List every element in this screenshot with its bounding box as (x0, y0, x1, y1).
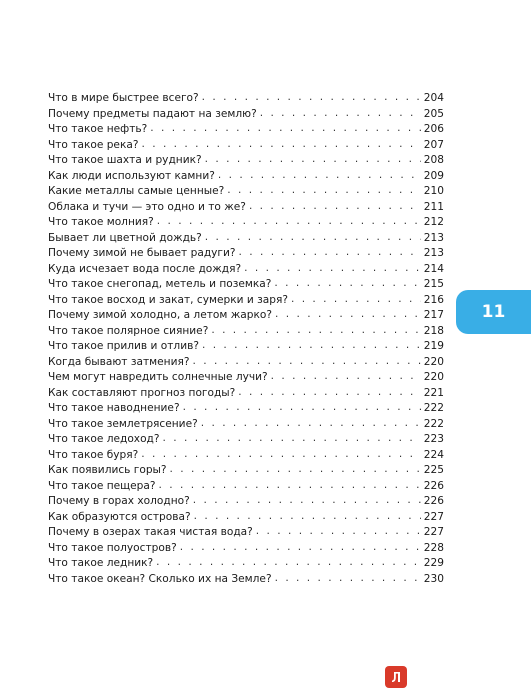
toc-dot-leader (159, 479, 421, 494)
toc-entry-page: 214 (423, 262, 444, 275)
toc-entry-title: Как люди используют камни? (48, 169, 215, 182)
toc-dot-leader (170, 463, 421, 478)
toc-entry (48, 432, 444, 448)
toc-entry (48, 448, 444, 464)
toc-entry (48, 200, 444, 216)
toc-entry (48, 91, 444, 107)
toc-entry-page: 218 (423, 324, 444, 337)
toc-entry (48, 308, 444, 324)
toc-entry-title: Как появились горы? (48, 464, 167, 477)
toc-entry-page: 212 (423, 216, 444, 229)
toc-dot-leader (141, 448, 421, 463)
toc-entry (48, 231, 444, 247)
toc-dot-leader (211, 324, 420, 339)
toc-entry (48, 417, 444, 433)
toc-entry-title: Что такое снегопад, метель и поземка? (48, 278, 272, 291)
toc-entry-page: 213 (423, 231, 444, 244)
toc-dot-leader (291, 293, 421, 308)
toc-dot-leader (275, 572, 421, 587)
toc-entry (48, 386, 444, 402)
toc-entry-title: Как образуются острова? (48, 510, 191, 523)
toc-entry (48, 324, 444, 340)
toc-entry (48, 510, 444, 526)
toc-dot-leader (275, 308, 421, 323)
toc-entry (48, 463, 444, 479)
toc-entry (48, 153, 444, 169)
toc-dot-leader (238, 386, 420, 401)
toc-entry-title: Что такое ледник? (48, 557, 154, 570)
toc-entry-page: 226 (423, 479, 444, 492)
toc-entry-page: 228 (423, 541, 444, 554)
toc-entry (48, 479, 444, 495)
toc-entry-page: 216 (423, 293, 444, 306)
toc-entry-title: Почему предметы падают на землю? (48, 107, 257, 120)
toc-entry-title: Что такое полуостров? (48, 541, 177, 554)
toc-entry-title: Что такое ледоход? (48, 433, 160, 446)
toc-dot-leader (244, 262, 421, 277)
toc-entry-title: Что такое молния? (48, 216, 154, 229)
toc-entry-page: 211 (423, 200, 444, 213)
toc-entry-title: Что такое пещера? (48, 479, 156, 492)
toc-entry-title: Почему зимой холодно, а летом жарко? (48, 309, 272, 322)
toc-entry-page: 209 (423, 169, 444, 182)
toc-dot-leader (163, 432, 421, 447)
toc-entry (48, 122, 444, 138)
toc-entry (48, 572, 444, 588)
toc-dot-leader (156, 556, 421, 571)
toc-entry-title: Облака и тучи — это одно и то же? (48, 200, 246, 213)
toc-entry-page: 204 (423, 92, 444, 104)
toc-entry (48, 277, 444, 293)
toc-entry-title: Что такое буря? (48, 448, 139, 461)
toc-dot-leader (256, 525, 421, 540)
toc-entry (48, 556, 444, 572)
toc-entry-title: Что такое шахта и рудник? (48, 154, 202, 167)
toc-dot-leader (201, 417, 421, 432)
toc-entry-title: Почему зимой не бывает радуги? (48, 247, 236, 260)
publisher-logo-icon (385, 666, 407, 688)
toc-dot-leader (193, 494, 421, 509)
toc-entry-title: Что такое океан? Сколько их на Земле? (48, 572, 272, 585)
toc-entry (48, 355, 444, 371)
toc-entry-page: 220 (423, 355, 444, 368)
toc-entry-page: 213 (423, 247, 444, 260)
chapter-tab (456, 290, 531, 334)
toc-entry-title: Бывает ли цветной дождь? (48, 231, 202, 244)
toc-entry (48, 401, 444, 417)
toc-entry-page: 208 (423, 154, 444, 167)
toc-entry-page: 227 (423, 510, 444, 523)
toc-entry (48, 541, 444, 557)
toc-entry (48, 138, 444, 154)
toc-entry-page: 217 (423, 309, 444, 322)
toc-dot-leader (205, 153, 421, 168)
toc-dot-leader (205, 231, 421, 246)
toc-entry-page: 222 (423, 402, 444, 415)
toc-dot-leader (194, 510, 421, 525)
toc-entry-page: 223 (423, 433, 444, 446)
toc-dot-leader (150, 122, 421, 137)
toc-entry-title: Что такое нефть? (48, 123, 148, 136)
toc-entry-page: 215 (423, 278, 444, 291)
toc-dot-leader (183, 401, 421, 416)
toc-dot-leader (271, 370, 421, 385)
toc-dot-leader (249, 200, 421, 215)
toc-dot-leader (180, 541, 421, 556)
toc-entry-title: Когда бывают затмения? (48, 355, 190, 368)
toc-entry-page: 229 (423, 557, 444, 570)
toc-entry-title: Чем могут навредить солнечные лучи? (48, 371, 268, 384)
toc-entry (48, 494, 444, 510)
toc-dot-leader (157, 215, 421, 230)
toc-entry-title: Что такое землетрясение? (48, 417, 198, 430)
toc-entry-title: Что такое река? (48, 138, 139, 151)
toc-entry (48, 184, 444, 200)
toc-entry (48, 246, 444, 262)
toc-entry-title: Куда исчезает вода после дождя? (48, 262, 242, 275)
toc-dot-leader (274, 277, 420, 292)
toc-entry-page: 207 (423, 138, 444, 151)
toc-entry-title: Какие металлы самые ценные? (48, 185, 225, 198)
toc-entry-page: 206 (423, 123, 444, 136)
toc-dot-leader (141, 138, 420, 153)
toc-entry-title: Почему в горах холодно? (48, 495, 190, 508)
toc-entry-page: 224 (423, 448, 444, 461)
toc-dot-leader (202, 339, 421, 354)
toc-entry-title: Что такое прилив и отлив? (48, 340, 199, 353)
toc-entry-title: Что такое полярное сияние? (48, 324, 209, 337)
toc-entry (48, 339, 444, 355)
toc-entry (48, 215, 444, 231)
toc-dot-leader (227, 184, 420, 199)
toc-entry (48, 525, 444, 541)
toc-entry-page: 210 (423, 185, 444, 198)
toc-dot-leader (192, 355, 420, 370)
toc-entry (48, 293, 444, 309)
toc-entry-page: 230 (423, 572, 444, 585)
toc-entry-title: Что такое восход и закат, сумерки и заря? (48, 293, 288, 306)
toc-entry-page: 225 (423, 464, 444, 477)
toc-entry-title: Как составляют прогноз погоды? (48, 386, 236, 399)
toc-entry (48, 370, 444, 386)
toc-entry (48, 107, 444, 123)
toc-entry-page: 205 (423, 107, 444, 120)
toc-entry-page: 220 (423, 371, 444, 384)
toc-entry-title: Что в мире быстрее всего? (48, 92, 199, 104)
toc-entry-page: 222 (423, 417, 444, 430)
toc-dot-leader (218, 169, 421, 184)
toc-entry-page: 219 (423, 340, 444, 353)
toc-entry-page: 226 (423, 495, 444, 508)
toc-dot-leader (238, 246, 420, 261)
table-of-contents (48, 91, 444, 588)
toc-entry-page: 221 (423, 386, 444, 399)
toc-dot-leader (260, 107, 421, 122)
toc-dot-leader (202, 91, 421, 106)
toc-entry-title: Почему в озерах такая чистая вода? (48, 526, 253, 539)
chapter-number: 11 (481, 302, 506, 322)
toc-entry-title: Что такое наводнение? (48, 402, 180, 415)
toc-entry-page: 227 (423, 526, 444, 539)
toc-entry (48, 169, 444, 185)
toc-entry (48, 262, 444, 278)
